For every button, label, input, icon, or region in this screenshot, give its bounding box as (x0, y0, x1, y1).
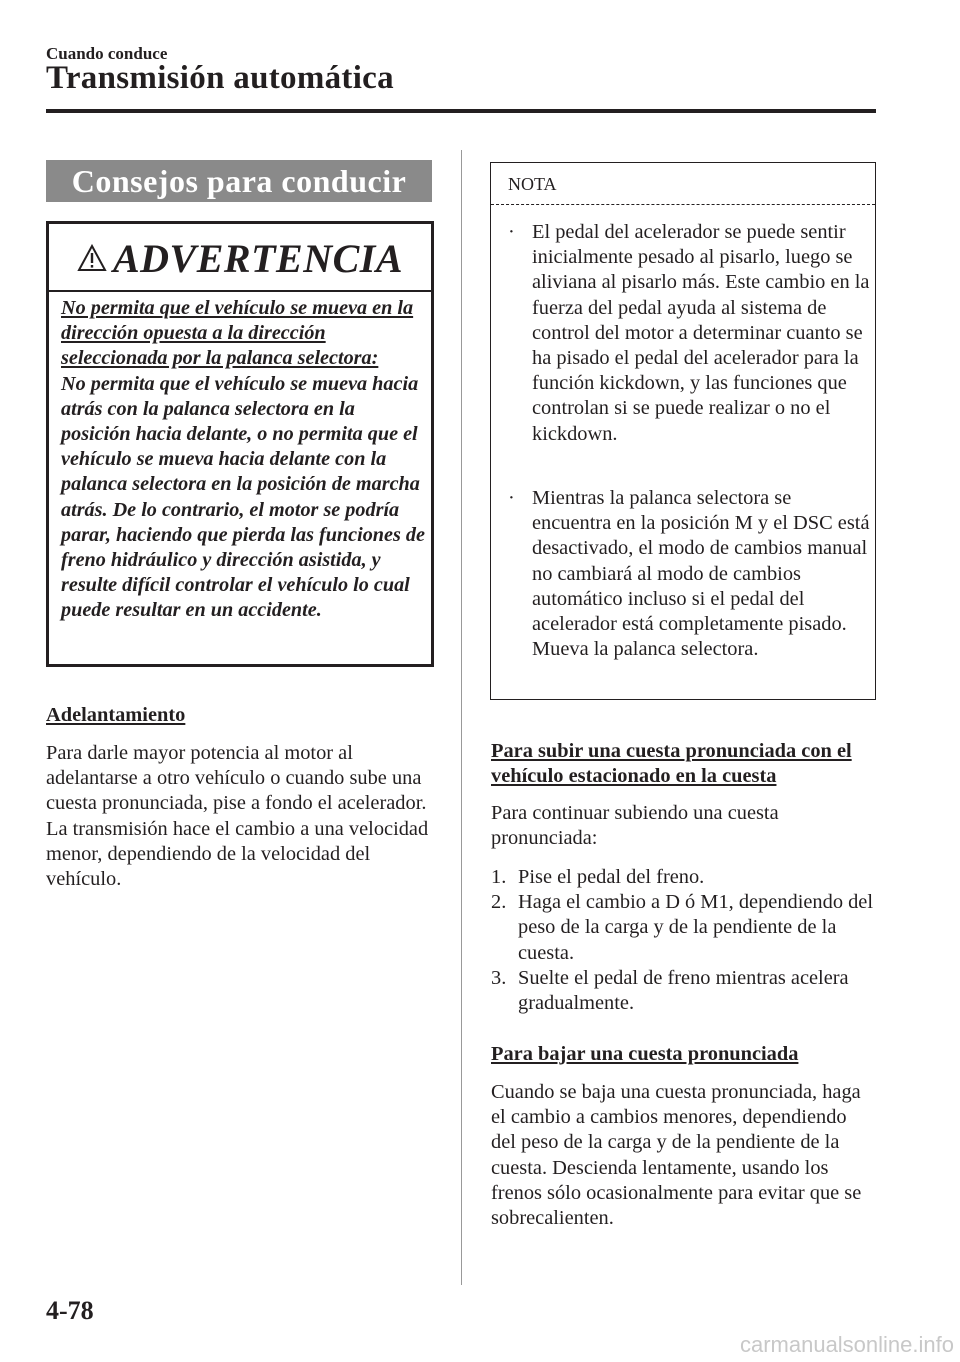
warning-underlined-text: No permita que el vehículo se mueva en la dirección opuesta a la dirección seleccionada por la palanca selectora: (61, 297, 414, 370)
list-item (491, 865, 881, 890)
warning-text (61, 296, 429, 624)
step-number: 2. (491, 891, 507, 914)
downhill-text: Cuando se baja una cuesta pronunciada, haga el cambio a cambios menores, dependiendo del peso de la carga y de la pendiente de la cuesta. Descienda lentamente, usando los frenos sólo ocasionalmente para evitar que se sobrecalienten. (491, 1081, 862, 1230)
uphill-steps (491, 865, 881, 1016)
step-text: Pise el pedal del freno. (518, 866, 705, 888)
overtaking-heading: Adelantamiento (46, 704, 186, 726)
step-text: Haga el cambio a D ó M1, dependiendo del peso de la carga y de la pendiente de la cuesta. (518, 891, 874, 964)
section-banner: Consejos para conducir (46, 160, 432, 202)
warning-rule (49, 290, 431, 292)
page-title: Transmisión automática (46, 60, 394, 96)
downhill-heading: Para bajar una cuesta pronunciada (491, 1043, 799, 1065)
note-item (506, 486, 870, 662)
note-item-text: El pedal del acelerador se puede sentir inicialmente pesado al pisarlo, luego se aliviana al pisarlo más. Este cambio en la fuerza del pedal ayuda al sistema de control del motor a determinar cuanto se ha pisado el pedal del acelerador para la función kickdown, y las funciones que controlan si se puede realizar o no el kickdown. (532, 221, 870, 445)
warning-box (46, 221, 434, 667)
uphill-intro: Para continuar subiendo una cuesta pronunciada: (491, 802, 779, 850)
warning-title: ADVERTENCIA (112, 235, 404, 281)
uphill-heading: Para subir una cuesta pronunciada con el vehículo estacionado en la cuesta (491, 740, 852, 787)
section-label: Cuando conduce (46, 44, 168, 63)
warning-header (49, 230, 431, 286)
step-number: 1. (491, 866, 507, 888)
step-number: 3. (491, 966, 507, 989)
step-text: Suelte el pedal de freno mientras acelera gradualmente. (518, 966, 849, 1015)
overtaking-text: Para darle mayor potencia al motor al adelantarse a otro vehículo o cuando sube una cuesta pronunciada, pise a fondo el acelerador. La transmisión hace el cambio a una velocidad menor, dependiendo de la velocidad del vehículo. (46, 742, 429, 891)
note-rule (491, 204, 875, 205)
bullet-icon: · (508, 487, 515, 509)
warning-body-text: No permita que el vehículo se mueva hacia atrás con la palanca selectora en la posición hacia delante, o no permita que el vehículo se mueva hacia delante con la palanca selectora en la posición de marcha atrás. De lo contrario, el motor se podría parar, haciendo que pierda las funciones de freno hidráulico y dirección asistida, y resulte difícil controlar el vehículo lo cual puede resultar en un accidente. (61, 372, 425, 622)
column-divider (461, 150, 462, 1285)
watermark: carmanualsonline.info (739, 1332, 954, 1357)
list-item (491, 890, 881, 966)
note-item-text: Mientras la palanca selectora se encuentra en la posición M y el DSC está desactivado, el modo de cambios manual no cambiará al modo de cambios automático incluso si el pedal del acelerador está completamente pisado. Mueva la palanca selectora. (532, 487, 870, 661)
note-title: NOTA (508, 174, 557, 194)
note-item (506, 220, 870, 447)
bullet-icon: · (508, 221, 515, 243)
header-rule (46, 109, 876, 113)
warning-triangle-icon (77, 244, 107, 272)
page-number: 4-78 (46, 1296, 94, 1325)
list-item (491, 966, 881, 1016)
